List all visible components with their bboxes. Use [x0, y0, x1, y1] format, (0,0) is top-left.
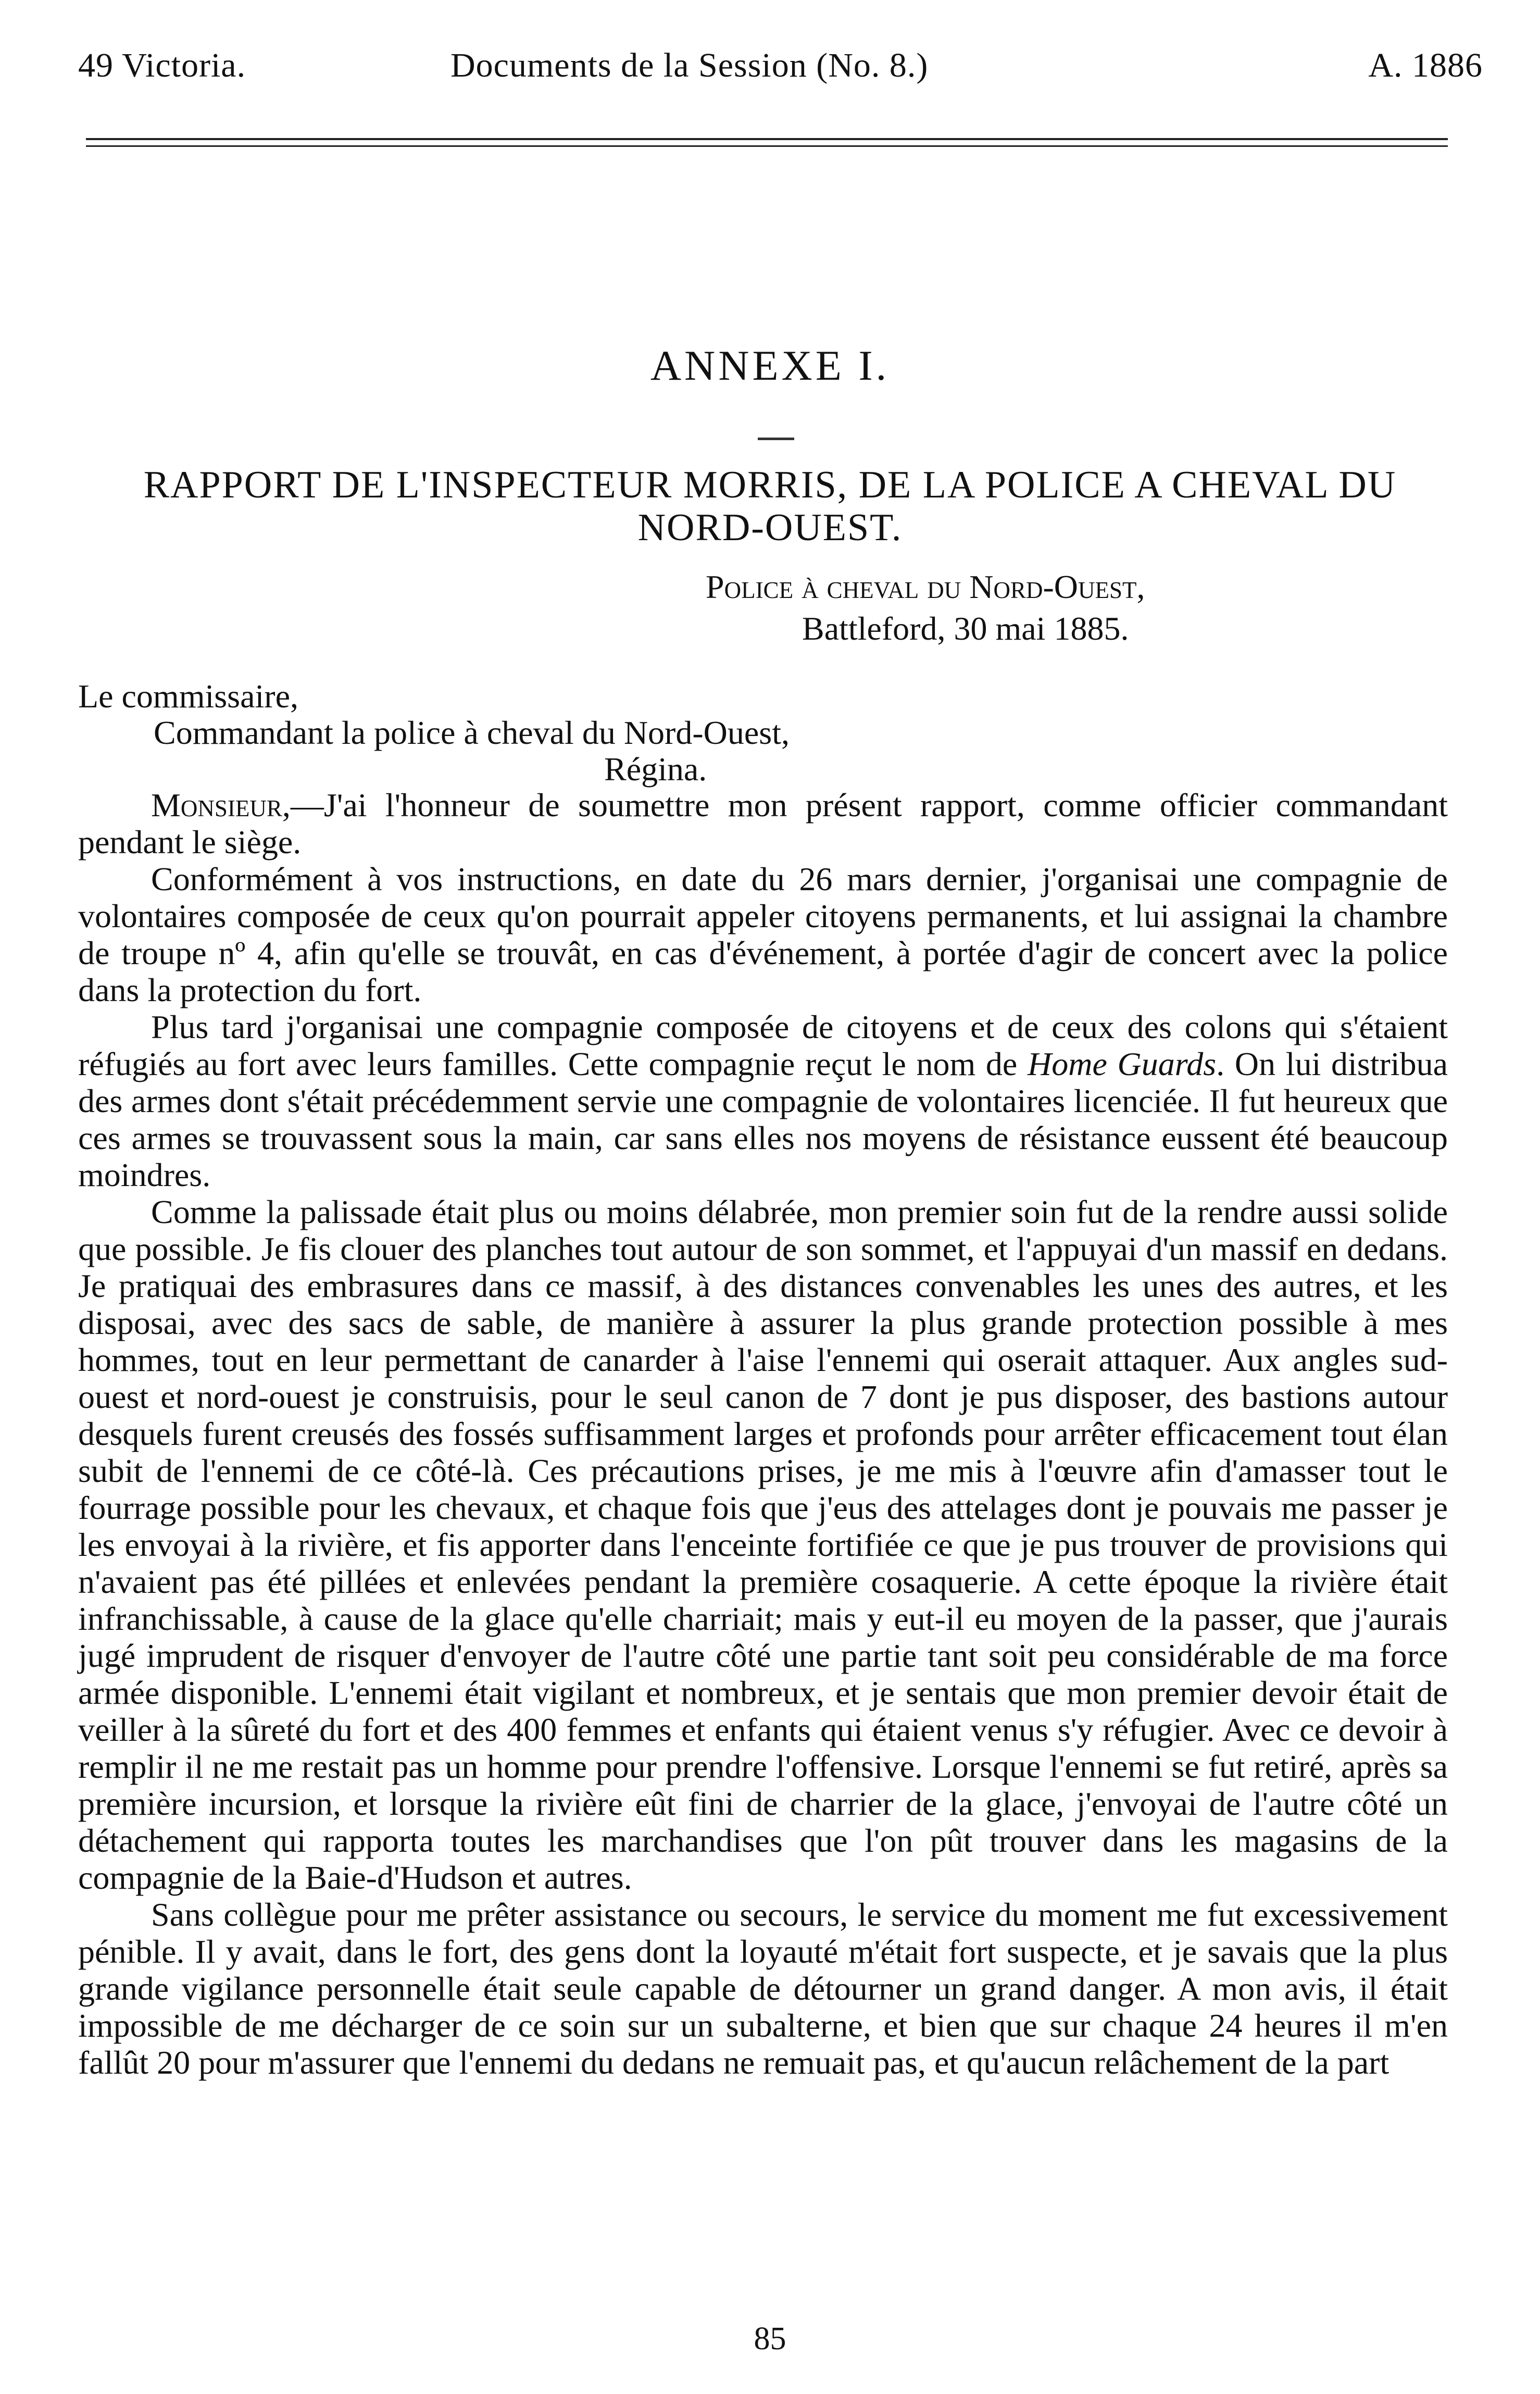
report-title: [0, 464, 1540, 549]
header-rule: [86, 138, 1448, 140]
address-line2: Commandant la police à cheval du Nord-Ouest,: [154, 714, 790, 751]
paragraph-service: Sans collègue pour me prêter assistance ou secours, le service du moment me fut excessivement pénible. Il y avait, dans le fort, des gens dont la loyauté m'était fort suspecte, et je savais que la plus grande vigilance personnelle était seule capable de détourner un grand danger. A mon avis, il était impossible de me décharger de ce soin sur un subalterne, et bien que sur chaque 24 heures il m'en fallût 20 pour m'assurer que l'ennemi du dedans ne remuait pas, et qu'aucun relâchement de la part: [78, 1896, 1448, 2081]
title-dash: [758, 438, 794, 440]
paragraph-home-guards: Plus tard j'organisai une compagnie composée de citoyens et de ceux des colons qui s'étaient réfugiés au fort avec leurs familles. Cette compagnie reçut le nom de Home Guards. On lui distribua des armes dont s'était précédemment servie une compagnie de volontaires licenciée. Il fut heureux que ces armes se trouvassent sous la main, car sans elles nos moyens de résistance eussent été beaucoup moindres.: [78, 1008, 1448, 1193]
header-title: Documents de la Session (No. 8.): [450, 46, 929, 84]
report-title-line2: NORD-OUEST.: [637, 506, 903, 549]
address-line3: Régina.: [604, 751, 707, 788]
header-volume: 49 Victoria.: [78, 46, 246, 84]
paragraph-fortification: Comme la palissade était plus ou moins délabrée, mon premier soin fut de la rendre aussi solide que possible. Je fis clouer des planches tout autour de son sommet, et l'appuyai d'un massif en dedans. Je pratiquai des embrasures dans ce massif, à des distances convenables les unes des autres, et les disposai, avec des sacs de sable, de manière à assurer la plus grande protection possible à mes hommes, tout en leur permettant de canarder à l'aise l'ennemi qui oserait attaquer. Aux angles sud-ouest et nord-ouest je construisis, pour le seul canon de 7 dont je pus disposer, des bastions autour desquels furent creusés des fossés suffisamment larges et profonds pour arrêter efficacement tout élan subit de l'ennemi de ce côté-là. Ces précautions prises, je me mis à l'œuvre afin d'amasser tout le fourrage possible pour les chevaux, et chaque fois que j'eus des attelages dont je pouvais me passer je les envoyai à la rivière, et fis apporter dans l'enceinte fortifiée ce que je pus trouver de provisions qui n'avaient pas été pillées et enlevées pendant la première cosaquerie. A cette époque la rivière était infranchissable, à cause de la glace qu'elle charriait; mais y eut-il eu moyen de la passer, que j'aurais jugé imprudent de risquer d'envoyer de l'autre côté une partie tant soit peu considérable de ma force armée disponible. L'ennemi était vigilant et nombreux, et je sentais que mon premier devoir était de veiller à la sûreté du fort et des 400 femmes et enfants qui étaient venus s'y réfugier. Avec ce devoir à remplir il ne me restait pas un homme pour prendre l'offensive. Lorsque l'ennemi se fut retiré, après sa première incursion, et lorsque la rivière eût fini de charrier de la glace, j'envoyai de l'autre côté un détachement qui rapporta toutes les marchandises que l'on pût trouver dans les magasins de la compagnie de la Baie-d'Hudson et autres.: [78, 1193, 1448, 1896]
salutation-word: Monsieur: [151, 787, 282, 824]
report-title-line1: RAPPORT DE L'INSPECTEUR MORRIS, DE LA POLICE A CHEVAL DU: [143, 464, 1397, 506]
paragraph-salutation: Monsieur,—J'ai l'honneur de soumettre mon présent rapport, comme officier commandant pendant le siège.: [78, 787, 1448, 861]
page-number: 85: [754, 2321, 786, 2356]
report-body: [78, 787, 1448, 2081]
paragraph-volunteers: Conformément à vos instructions, en date du 26 mars dernier, j'organisai une compagnie de volontaires composée de ceux qu'on pourrait appeler citoyens permanents, et lui assignai la chambre de troupe nº 4, afin qu'elle se trouvât, en cas d'événement, à portée d'agir de concert avec la police dans la protection du fort.: [78, 861, 1448, 1008]
header-rule-secondary: [86, 145, 1448, 147]
header-year: A. 1886: [1368, 46, 1483, 84]
place-line2: Battleford, 30 mai 1885.: [802, 610, 1129, 647]
annex-title: ANNEXE I.: [650, 342, 890, 389]
address-line1: Le commissaire,: [78, 678, 298, 715]
home-guards-term: Home Guards: [1028, 1045, 1217, 1082]
place-line1: Police à cheval du Nord-Ouest,: [706, 568, 1145, 605]
